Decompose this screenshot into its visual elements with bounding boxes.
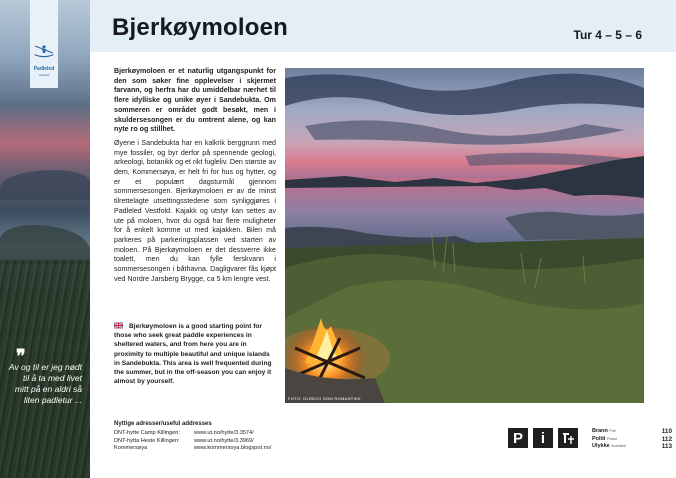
reference-sublabel: Fire xyxy=(609,429,616,433)
useful-addresses xyxy=(114,421,271,453)
reference-row xyxy=(592,436,672,444)
sidebar-hill xyxy=(0,170,90,200)
page-title: Bjerkøymoloen xyxy=(112,14,288,41)
reference-page: 112 xyxy=(661,435,672,443)
main-photo xyxy=(285,68,644,403)
facility-icons xyxy=(508,428,578,448)
uk-flag-icon xyxy=(114,322,123,329)
reference-row xyxy=(592,443,672,451)
sidebar-photo xyxy=(0,0,90,478)
info-icon: i xyxy=(533,428,553,448)
english-text: Bjerkøymoloen is a good starting point for those who seek great paddle experiences in sheltered waters, and from here you are in proximity to multiple beautiful and unique islands in Sandebukta. This area is well frequented during the summer, but in the off-season you can enjoy it almost by yourself. xyxy=(114,323,272,386)
address-url[interactable]: www.ut.no/hytte/3.3969/ xyxy=(194,437,254,444)
sidebar-quote: Av og til er jeg nødt til å ta med livet mitt på en aldri så liten padletur ... xyxy=(8,362,82,405)
parking-icon: P xyxy=(508,428,528,448)
kayak-launch-icon xyxy=(558,428,578,448)
address-name: DNT-hytta Heste Killingen: xyxy=(114,437,180,444)
address-name: DNT-hytte Camp Killingen: xyxy=(114,430,180,437)
reference-sublabel: Police xyxy=(606,436,618,441)
address-url[interactable]: www.ut.no/hytte/3.3574/ xyxy=(194,430,254,437)
intro-norwegian: Bjerkøymoloen er et naturlig utgangspunkt for den som søker fine opplevelser i skjermet farvann, og herfra har du umiddelbar nærhet til flere idylliske og unike øyer i Sandebukta. Om sommeren er området godt besøkt, men i skuldersesongen er du omtrent alene, og kan nyte ro og stillhet. xyxy=(114,67,276,134)
reference-row xyxy=(592,428,672,436)
reference-page: 110 xyxy=(661,428,672,435)
sunset-campfire-illustration xyxy=(285,68,644,403)
english-intro xyxy=(114,322,276,386)
reference-label: Brann xyxy=(592,428,608,434)
addresses-title: Nyttige adresser/useful addresses xyxy=(114,421,212,427)
kayak-paddler-icon xyxy=(33,44,55,58)
tour-numbers: Tur 4 – 5 – 6 xyxy=(573,28,642,42)
body-norwegian: Øyene i Sandebukta har en kalkrik berggrunn med mye fossiler, og byr derfor på spennende geologi, arkeologi, botanikk og et rikt fugleliv. Den største av dem, Kommersøya, er helt fri for hus og hytter, og er et populært dagsturmål gjennom sommersesongen. Bjerkøymoloen er av de minst tilrettelagte utsettingsstedene som synliggjøres i Padleled Vestfold. Kajakk og utstyr kan settes av ute på moloen, hvor du også har flere muligheter for å enkelt komme ut med kajakken. Bilen må parkeres på parkeringsplassen ved starten av moloen. På Bjerkøymoloen er det dessverre ikke toalett, men du kan fylle ferskvann i sommersesongen i båthavna. Dagligvarer fås kjøpt ved Nordre Jarsberg Brygge, ca 5 km lengre vest. xyxy=(114,138,276,283)
address-name: Kommersøya xyxy=(114,445,148,452)
reference-sublabel: Accident xyxy=(611,444,626,449)
logo-text: Padleled xyxy=(33,66,55,72)
address-row xyxy=(114,430,271,437)
quote-icon: ❞ xyxy=(16,346,26,367)
emergency-references xyxy=(592,428,672,451)
reference-page: 113 xyxy=(661,443,672,451)
address-url[interactable]: www.kommersoya.blogspot.no/ xyxy=(194,445,272,452)
logo-subtext: Vestfold xyxy=(38,73,50,77)
text-column xyxy=(114,67,276,284)
address-row xyxy=(114,438,271,445)
address-row xyxy=(114,445,271,452)
reference-label: Politi xyxy=(592,435,606,442)
photo-caption: FOTO: OLRECH SOM ROMANTIKK xyxy=(288,396,361,401)
padleled-logo xyxy=(30,0,58,88)
kayak-launch-glyph xyxy=(560,430,576,446)
reference-label: Ulykke xyxy=(592,443,610,450)
sidebar-hill xyxy=(0,225,90,265)
